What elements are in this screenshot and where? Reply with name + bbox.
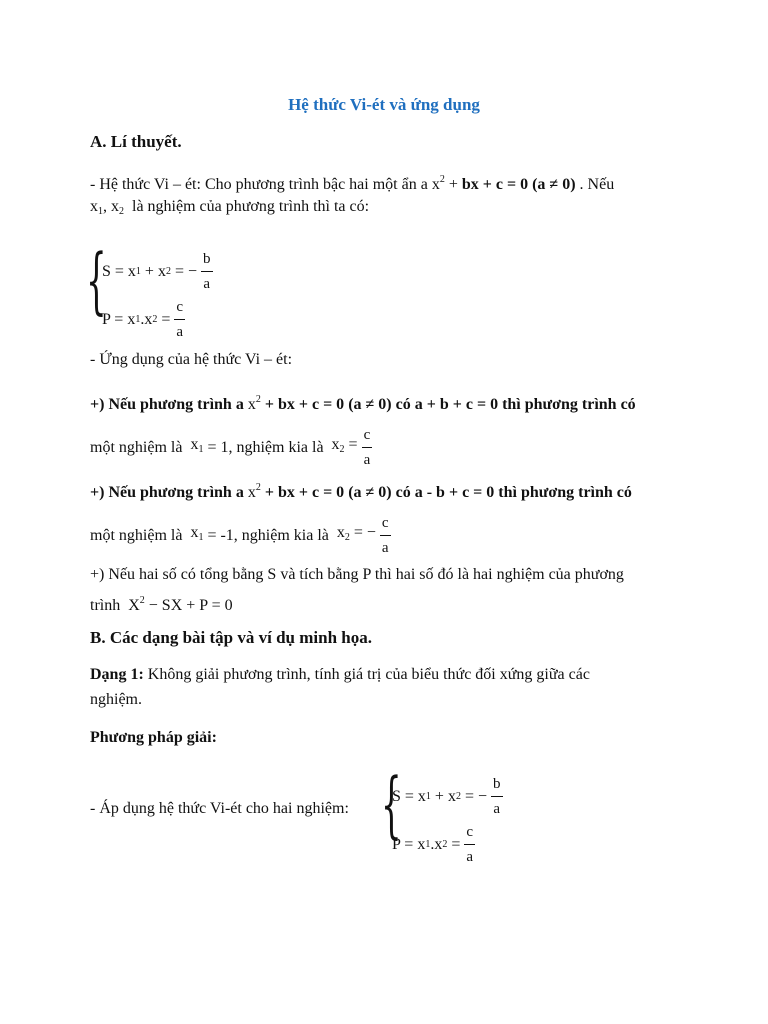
frac-c-num: c: [174, 297, 185, 320]
product-label: P = x: [102, 310, 136, 328]
system-brace-2: {: [381, 762, 402, 846]
case1-frac-den: a: [363, 452, 371, 468]
case1-root1: = 1, nghiệm kia là: [207, 438, 324, 456]
quadratic-condition: (a ≠ 0): [532, 176, 576, 193]
dang1-line: [90, 665, 590, 685]
frac-c-num-2: c: [464, 822, 475, 845]
case2-frac-den: a: [381, 540, 389, 556]
vieta-roots-line: [90, 197, 369, 222]
sum-formula-2: S = x 1 + x 2 = − $\frac{b}{a}$: [392, 776, 501, 817]
section-a-heading: A. Lí thuyết.: [90, 132, 182, 151]
roots-symbols: $x_1$, $x_2$: [90, 198, 124, 217]
case1-text: +) Nếu phương trình a: [90, 396, 244, 413]
frac-b-num-2: b: [491, 774, 503, 797]
vieta-intro-text: - Hệ thức Vi – ét: Cho phương trình bậc hai một ẩn: [90, 176, 421, 193]
frac-b-den-2: a: [493, 801, 501, 817]
frac-b-den: a: [203, 276, 211, 292]
case3-equation: − SX + P = 0: [148, 597, 233, 614]
system-brace-1: {: [86, 238, 107, 322]
case2-frac-num: c: [380, 513, 391, 536]
product-formula: P = x 1 .x 2 = $\frac{c}{a}$: [102, 299, 184, 340]
quadratic-lhs: a $x^2$ + bx + c = 0: [420, 174, 529, 193]
case2-text: +) Nếu phương trình a: [90, 484, 244, 501]
roots-text: là nghiệm của phương trình thì ta có:: [132, 198, 370, 215]
dang1-text: Không giải phương trình, tính giá trị của biểu thức đối xứng giữa các: [147, 666, 590, 683]
case2-line2: một nghiệm là $x_1$ = -1, nghiệm kia là $x_2$ = − $\frac{c}{a}$: [90, 515, 389, 556]
frac-b-num: b: [201, 249, 213, 272]
case3-line1: +) Nếu hai số có tổng bằng S và tích bằng P thì hai số đó là hai nghiệm của phương: [90, 566, 624, 583]
sum-label: S = x: [102, 262, 136, 280]
case1-condition: (a ≠ 0) có a + b + c = 0 thì phương trình có: [348, 396, 636, 413]
case2-x2: $x^2$: [243, 482, 261, 501]
sum-formula: S = x 1 + x 2 = − $\frac{b}{a}$: [102, 251, 211, 292]
dang1-label: Dạng 1:: [90, 666, 144, 683]
frac-c-den-2: a: [466, 849, 474, 865]
method-heading: Phương pháp giải:: [90, 729, 217, 746]
case2-root1: = -1, nghiệm kia là: [207, 526, 329, 544]
case1-frac-num: c: [362, 425, 373, 448]
case1-line1: +) Nếu phương trình a $x^2$ + bx + c = 0 (a ≠ 0) có a + b + c = 0 thì phương trình có: [90, 394, 636, 413]
case2-condition: (a ≠ 0) có a - b + c = 0 thì phương trình có: [348, 484, 632, 501]
case3-line2: [90, 591, 233, 616]
case1-root-text: một nghiệm là: [90, 438, 183, 456]
product-formula-2: P = x 1 .x 2 = $\frac{c}{a}$: [392, 824, 474, 865]
vieta-intro-suffix: . Nếu: [579, 176, 615, 193]
section-b-heading: B. Các dạng bài tập và ví dụ minh họa.: [90, 628, 372, 647]
case3-x2: $X^2$: [128, 595, 145, 614]
sum-label-2: S = x: [392, 787, 426, 805]
product-label-2: P = x: [392, 835, 426, 853]
page-title: Hệ thức Vi-ét và ứng dụng: [288, 95, 480, 114]
vieta-intro-line: [90, 170, 614, 195]
apply-text: - Áp dụng hệ thức Vi-ét cho hai nghiệm:: [90, 800, 349, 817]
frac-c-den: a: [176, 324, 184, 340]
dang1-line2: nghiệm.: [90, 691, 142, 708]
case3-text: trình: [90, 597, 121, 614]
case1-x2: $x^2$: [243, 394, 261, 413]
case2-line1: +) Nếu phương trình a $x^2$ + bx + c = 0 (a ≠ 0) có a - b + c = 0 thì phương trình có: [90, 482, 632, 501]
case2-root-text: một nghiệm là: [90, 526, 183, 544]
case1-line2: một nghiệm là $x_1$ = 1, nghiệm kia là $x_2$ = $\frac{c}{a}$: [90, 427, 371, 468]
applications-heading: - Ứng dụng của hệ thức Vi – ét:: [90, 351, 293, 368]
